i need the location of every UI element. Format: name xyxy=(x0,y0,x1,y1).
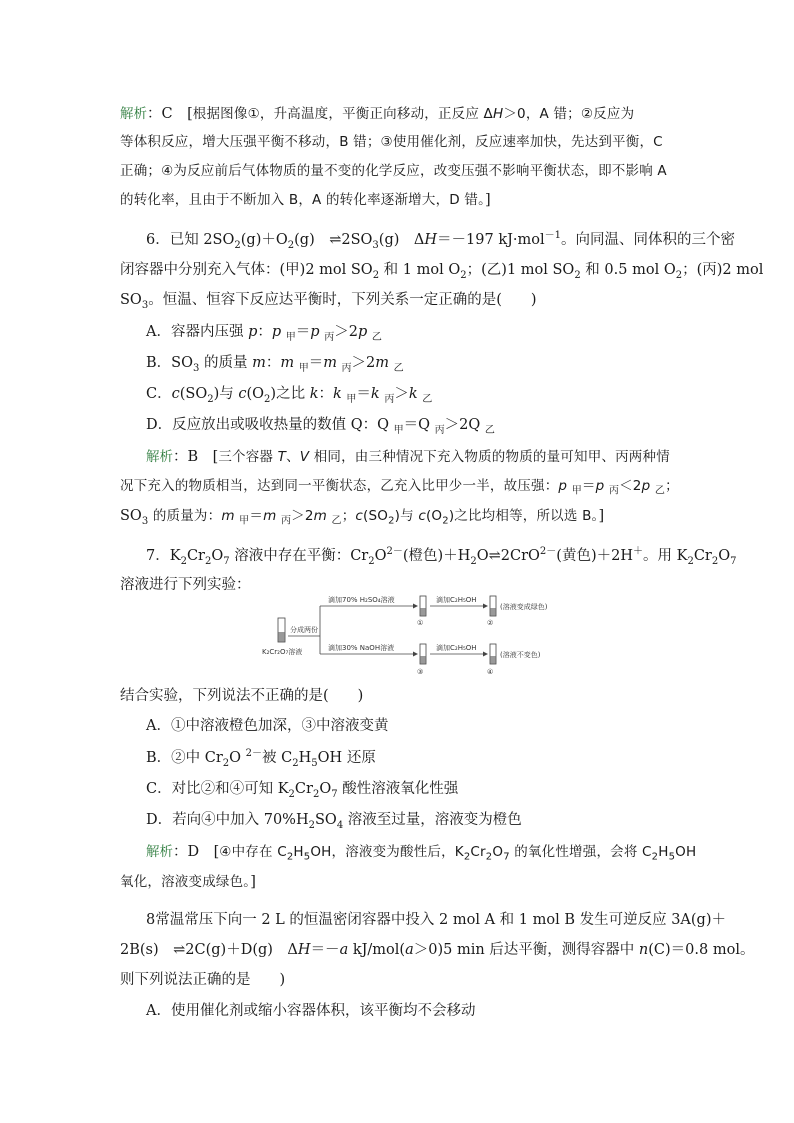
text-line-l10: C．$c(SO_2)$与 $c(O_2)$之比 k：k $_甲$＝k $_丙$＞k $_乙$ xyxy=(146,386,433,405)
tube-1-label: ① xyxy=(417,619,424,627)
text-line-l16: 溶液进行下列实验： xyxy=(120,577,251,593)
text-line-l4: 的转化率，且由于不断加入 B，A 的转化率逐渐增大，D 错。] xyxy=(120,192,491,208)
text-line-l8: A．容器内压强 p：p $_甲$＝p $_丙$＞2p $_乙$ xyxy=(146,324,382,343)
test-tube-2 xyxy=(490,596,496,616)
text-line-l9: B．$SO_3$ 的质量 m：m $_甲$＝m $_丙$＞2m $_乙$ xyxy=(146,355,404,374)
source-test-tube xyxy=(278,618,285,642)
text-line-l22: 解析：D [④中存在 $C_2H_5OH$，溶液变为酸性后，$K_2Cr_2O_7$ 的氧化性增强，会将 $C_2H_5OH$ xyxy=(146,844,697,863)
test-tube-4 xyxy=(490,644,496,664)
text-line-l2: 等体积反应，增大压强平衡不移动，B 错；③使用催化剂，反应速率加快，先达到平衡，C xyxy=(120,134,663,150)
text-line-l1: 解析：C [根据图像①，升高温度，平衡正向移动，正反应 ΔH＞0，A 错；②反应为 xyxy=(120,106,635,122)
text-line-l27: A．使用催化剂或缩小容器体积，该平衡均不会移动 xyxy=(146,1003,476,1019)
ethanol-top-label: 滴加C₂H₅OH xyxy=(436,596,477,604)
text-line-l19: B．②中 $Cr_2O$ $^{2-}$被 $C_2H_5OH$ 还原 xyxy=(146,748,376,769)
ethanol-bottom-label: 滴加C₂H₅OH xyxy=(436,644,477,652)
test-tube-3 xyxy=(420,644,426,664)
text-line-l18: A．①中溶液橙色加深，③中溶液变黄 xyxy=(146,718,389,734)
result-top-label: (溶液变成绿色) xyxy=(500,603,548,611)
reagent-label: K₂Cr₂O₇溶液 xyxy=(262,648,303,656)
text-line-l21: D．若向④中加入 $70\%H_2SO_4$ 溶液至过量，溶液变为橙色 xyxy=(146,812,522,831)
bottom-add-label: 滴加30% NaOH溶液 xyxy=(328,644,395,652)
tube-2-label: ② xyxy=(487,619,494,627)
tube-4-label: ④ xyxy=(487,668,494,676)
text-line-l25: 2B(s) ⇌2C(g)＋D(g) ΔH＝－a kJ/mol(a＞0)5 min 后达平衡，测得容器中 n(C)＝0.8 mol。 xyxy=(120,942,755,958)
text-line-l26: 则下列说法正确的是 ) xyxy=(120,972,286,988)
tube-3-label: ③ xyxy=(417,668,424,676)
text-line-l17: 结合实验，下列说法不正确的是( ) xyxy=(120,688,364,704)
text-line-l5: 6．已知 $2SO_2(g)+O_2(g)$ $\rightleftharpoons 2SO_3(g)$ ΔH＝－197 kJ·mol$^{-1}$。向同温、同体积的三个密 xyxy=(146,230,736,251)
result-bottom-label: (溶液不变色) xyxy=(500,651,541,659)
test-tube-1 xyxy=(420,596,426,616)
text-line-l6: 闭容器中分别充入气体：(甲)2 mol $SO_2$ 和 1 mol $O_2$；(乙)1 mol $SO_2$ 和 0.5 mol $O_2$；(丙)2 mol xyxy=(120,262,764,281)
text-line-l12: 解析：B [三个容器 T、V 相同，由三种情况下充入物质的物质的量可知甲、丙两种情 xyxy=(146,449,670,465)
text-line-l11: D．反应放出或吸收热量的数值 Q：Q $_甲$＝Q $_丙$＞2Q $_乙$ xyxy=(146,417,495,436)
text-line-l14: $SO_3$ 的质量为：m $_甲$＝m $_丙$＞2m $_乙$；$c(SO_2)$与 $c(O_2)$之比均相等，所以选 B。] xyxy=(120,508,605,527)
text-line-l13: 况下充入的物质相当，达到同一平衡状态，乙充入比甲少一半，故压强：p $_甲$＝p $_丙$＜2p $_乙$； xyxy=(120,478,679,497)
text-line-l7: $SO_3$。恒温、恒容下反应达平衡时，下列关系一定正确的是( ) xyxy=(120,292,537,311)
text-line-l3: 正确；④为反应前后气体物质的量不变的化学反应，改变压强不影响平衡状态，即不影响 A xyxy=(120,163,667,179)
experiment-diagram xyxy=(258,592,548,680)
text-line-l24: 8常温常压下向一 2 L 的恒温密闭容器中投入 2 mol A 和 1 mol B 发生可逆反应 3A(g)＋ xyxy=(146,912,726,928)
text-line-l20: C．对比②和④可知 $K_2Cr_2O_7$ 酸性溶液氧化性强 xyxy=(146,781,459,800)
text-line-l15: 7．$K_2Cr_2O_7$ 溶液中存在平衡：$Cr_2O^{2-}$(橙色)$+H_2O\rightleftharpoons 2CrO^{2-}$(黄色)＋2H＋。用 $K_2Cr_2O_7$ xyxy=(146,546,737,567)
text-line-l23: 氧化，溶液变成绿色。] xyxy=(120,874,256,890)
top-add-label: 滴加70% H₂SO₄溶液 xyxy=(328,596,395,604)
split-label: 分成两份 xyxy=(290,626,318,634)
